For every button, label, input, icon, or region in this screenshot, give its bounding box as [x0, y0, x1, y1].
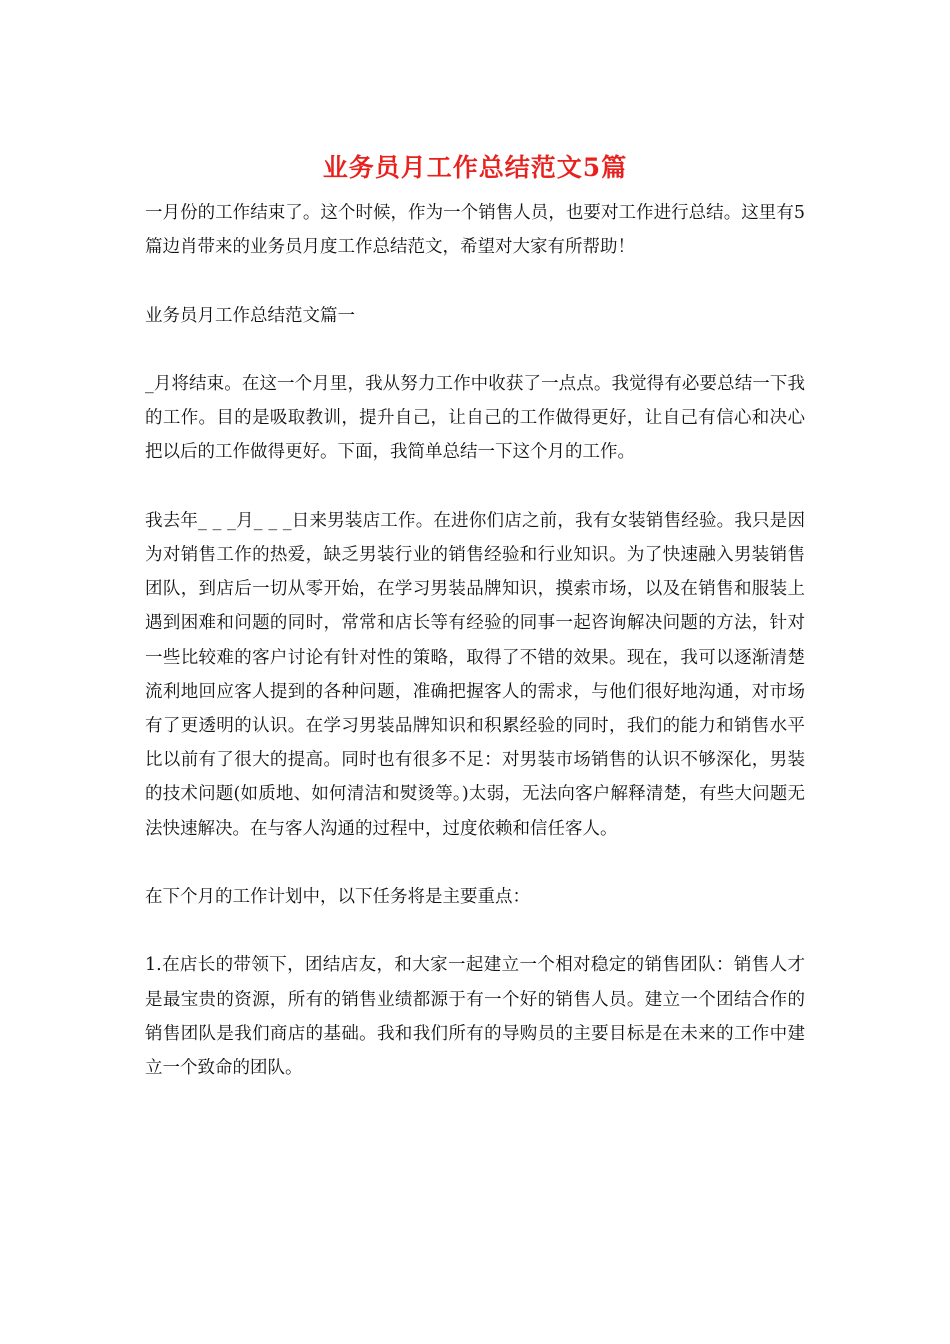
body-paragraph: _月将结束。在这一个月里，我从努力工作中收获了一点点。我觉得有必要总结一下我的工作。目的是吸取教训，提升自己，让自己的工作做得更好，让自己有信心和决心把以后的工作做得更好。下面，我简单总结一下这个月的工作。 [145, 373, 805, 463]
document-body [145, 196, 805, 1085]
body-paragraph: 在下个月的工作计划中，以下任务将是主要重点： [145, 887, 530, 907]
body-paragraph: 我去年_ _ _月_ _ _日来男装店工作。在进你们店之前，我有女装销售经验。我只是因为对销售工作的热爱，缺乏男装行业的销售经验和行业知识。为了快速融入男装销售团队，到店后一切从零开始，在学习男装品牌知识，摸索市场，以及在销售和服装上遇到困难和问题的同时，常常和店长等有经验的同事一起咨询解决问题的方法，针对一些比较难的客户讨论有针对性的策略，取得了不错的效果。现在，我可以逐渐清楚流利地回应客人提到的各种问题，准确把握客人的需求，与他们很好地沟通，对市场有了更透明的认识。在学习男装品牌知识和积累经验的同时，我们的能力和销售水平比以前有了很大的提高。同时也有很多不足：对男装市场销售的认识不够深化，男装的技术问题(如质地、如何清洁和熨烫等。)太弱，无法向客户解释清楚，有些大问题无法快速解决。在与客人沟通的过程中，过度依赖和信任客人。 [145, 510, 805, 839]
document-title: 业务员月工作总结范文5篇 [322, 153, 628, 182]
intro-paragraph: 一月份的工作结束了。这个时候，作为一个销售人员，也要对工作进行总结。这里有5篇边肖带来的业务员月度工作总结范文，希望对大家有所帮助！ [145, 203, 805, 258]
list-item: 1.在店长的带领下，团结店友，和大家一起建立一个相对稳定的销售团队：销售人才是最宝贵的资源，所有的销售业绩都源于有一个好的销售人员。建立一个团结合作的销售团队是我们商店的基础。我和我们所有的导购员的主要目标是在未来的工作中建立一个致命的团队。 [145, 955, 805, 1078]
section-heading: 业务员月工作总结范文篇一 [145, 305, 355, 326]
